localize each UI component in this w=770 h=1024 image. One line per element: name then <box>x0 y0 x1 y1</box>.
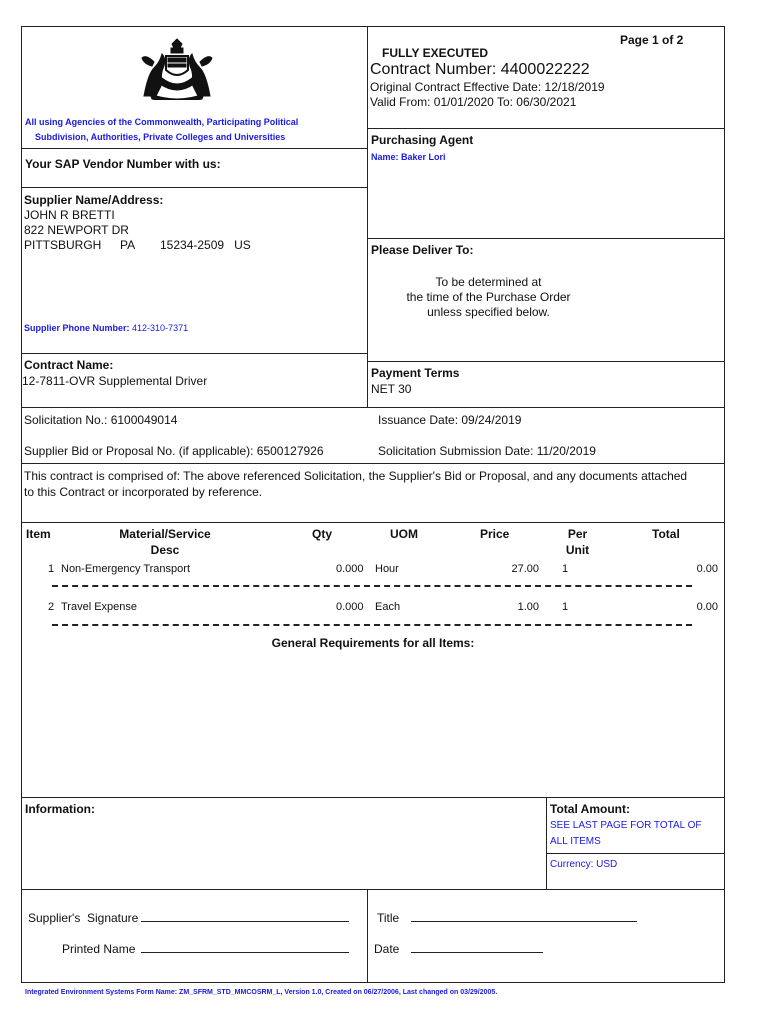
original-effective-date: Original Contract Effective Date: 12/18/2019 <box>370 80 605 94</box>
signature-divider <box>367 889 368 983</box>
printed-name-field[interactable] <box>141 942 349 953</box>
line-supplier-bottom <box>21 353 367 354</box>
supplier-name-address-label: Supplier Name/Address: <box>24 193 164 207</box>
header-divider <box>367 26 368 128</box>
contract-comprised-line1: This contract is comprised of: The above referenced Solicitation, the Supplier's Bid or Proposal, and any documents attached <box>24 469 688 483</box>
submission-date: Solicitation Submission Date: 11/20/2019 <box>378 444 596 458</box>
line-agent-top <box>367 128 725 129</box>
date-field[interactable] <box>411 942 543 953</box>
row2-price: 1.00 <box>517 601 539 613</box>
fully-executed-status: FULLY EXECUTED <box>382 46 489 60</box>
title-label: Title <box>377 911 400 925</box>
printed-name-label: Printed Name <box>62 942 136 956</box>
col-header-uom: UOM <box>390 527 418 541</box>
col-header-desc2: Desc <box>150 543 180 557</box>
row1-total: 0.00 <box>696 563 718 575</box>
currency: Currency: USD <box>550 859 618 870</box>
supplier-phone-label: Supplier Phone Number: <box>24 323 130 333</box>
row2-uom: Each <box>375 601 401 613</box>
line-vendor-bottom <box>21 187 367 188</box>
total-amount-note-line2: ALL ITEMS <box>550 836 601 847</box>
title-field[interactable] <box>411 911 637 922</box>
issuance-date: Issuance Date: 09/24/2019 <box>378 413 522 427</box>
row1-item: 1 <box>48 563 55 575</box>
supplier-zip-country: 15234-2509 US <box>160 238 251 252</box>
date-label: Date <box>374 942 400 956</box>
form-footer: Integrated Environment Systems Form Name: ZM_SFRM_STD_MMCOSRM_L, Version 1.0, Created on 06/27/2006, Last changed on 03/29/2005. <box>25 989 498 996</box>
col-header-per2: Unit <box>565 543 590 557</box>
col-header-per1: Per <box>567 527 588 541</box>
contract-number-label: Contract Number: <box>370 61 497 78</box>
line-deliver-top <box>367 238 725 239</box>
row2-desc: Travel Expense <box>61 601 138 613</box>
supplier-phone-value: 412-310-7371 <box>132 323 189 333</box>
col-header-price: Price <box>480 527 510 541</box>
line-contract-name-bottom <box>21 407 725 408</box>
row1-desc: Non-Emergency Transport <box>61 563 190 575</box>
contract-name-value: 12-7811-OVR Supplemental Driver <box>22 374 208 388</box>
row2-separator <box>52 624 692 626</box>
sap-vendor-number-label: Your SAP Vendor Number with us: <box>25 157 221 171</box>
deliver-to-line3: unless specified below. <box>427 305 550 319</box>
purchasing-agent-name <box>371 152 446 162</box>
general-requirements: General Requirements for all Items: <box>271 636 475 650</box>
contract-name-label: Contract Name: <box>24 358 114 372</box>
col-header-item: Item <box>26 527 51 541</box>
information-label: Information: <box>25 802 95 816</box>
supplier-signature-label: Supplier's Signature <box>28 911 139 925</box>
row1-qty: 0.000 <box>336 563 364 575</box>
commonwealth-seal-icon <box>136 38 218 100</box>
agencies-note-line2: Subdivision, Authorities, Private Colleges and Universities <box>35 132 286 142</box>
contract-number <box>370 61 590 79</box>
totals-divider <box>546 797 547 889</box>
row1-separator <box>52 585 692 587</box>
purchasing-agent-label: Purchasing Agent <box>371 133 474 147</box>
solicitation-number: Solicitation No.: 6100049014 <box>24 413 178 427</box>
row2-qty: 0.000 <box>336 601 364 613</box>
contract-number-value: 4400022222 <box>500 61 590 78</box>
supplier-street: 822 NEWPORT DR <box>24 223 129 237</box>
row1-uom: Hour <box>375 563 399 575</box>
deliver-to-label: Please Deliver To: <box>371 243 474 257</box>
line-payment-top <box>367 361 725 362</box>
col-header-desc1: Material/Service <box>119 527 211 541</box>
valid-dates: Valid From: 01/01/2020 To: 06/30/2021 <box>370 95 577 109</box>
agencies-note-line1: All using Agencies of the Commonwealth, Participating Political <box>25 117 299 127</box>
supplier-signature-field[interactable] <box>141 911 349 922</box>
deliver-to-line2: the time of the Purchase Order <box>406 290 571 304</box>
line-signature-top <box>21 889 725 890</box>
deliver-to-line1: To be determined at <box>435 275 542 289</box>
row2-per: 1 <box>562 601 569 613</box>
row1-price: 27.00 <box>511 563 539 575</box>
line-solicitation-bottom <box>21 463 725 464</box>
page-number: Page 1 of 2 <box>620 33 684 47</box>
agent-name-label: Name: <box>371 152 399 162</box>
agent-column-divider <box>367 128 368 407</box>
contract-comprised-line2: to this Contract or incorporated by reference. <box>24 485 263 499</box>
row2-item: 2 <box>48 601 55 613</box>
total-amount-note-line1: SEE LAST PAGE FOR TOTAL OF <box>550 820 702 831</box>
payment-terms-label: Payment Terms <box>371 366 460 380</box>
agent-name-value: Baker Lori <box>401 152 446 162</box>
line-table-top <box>21 522 725 523</box>
line-vendor-top <box>21 148 367 149</box>
row1-per: 1 <box>562 563 569 575</box>
row2-total: 0.00 <box>696 601 718 613</box>
supplier-bid-number: Supplier Bid or Proposal No. (if applicable): 6500127926 <box>24 444 324 458</box>
payment-terms-value: NET 30 <box>371 382 412 396</box>
supplier-city: PITTSBURGH <box>24 238 102 252</box>
total-amount-label: Total Amount: <box>550 802 630 816</box>
supplier-phone <box>24 323 188 333</box>
col-header-total: Total <box>652 527 680 541</box>
supplier-name: JOHN R BRETTI <box>24 208 115 222</box>
supplier-state: PA <box>120 238 136 252</box>
line-currency-top <box>546 853 725 854</box>
line-items-bottom <box>21 797 725 798</box>
col-header-qty: Qty <box>312 527 333 541</box>
